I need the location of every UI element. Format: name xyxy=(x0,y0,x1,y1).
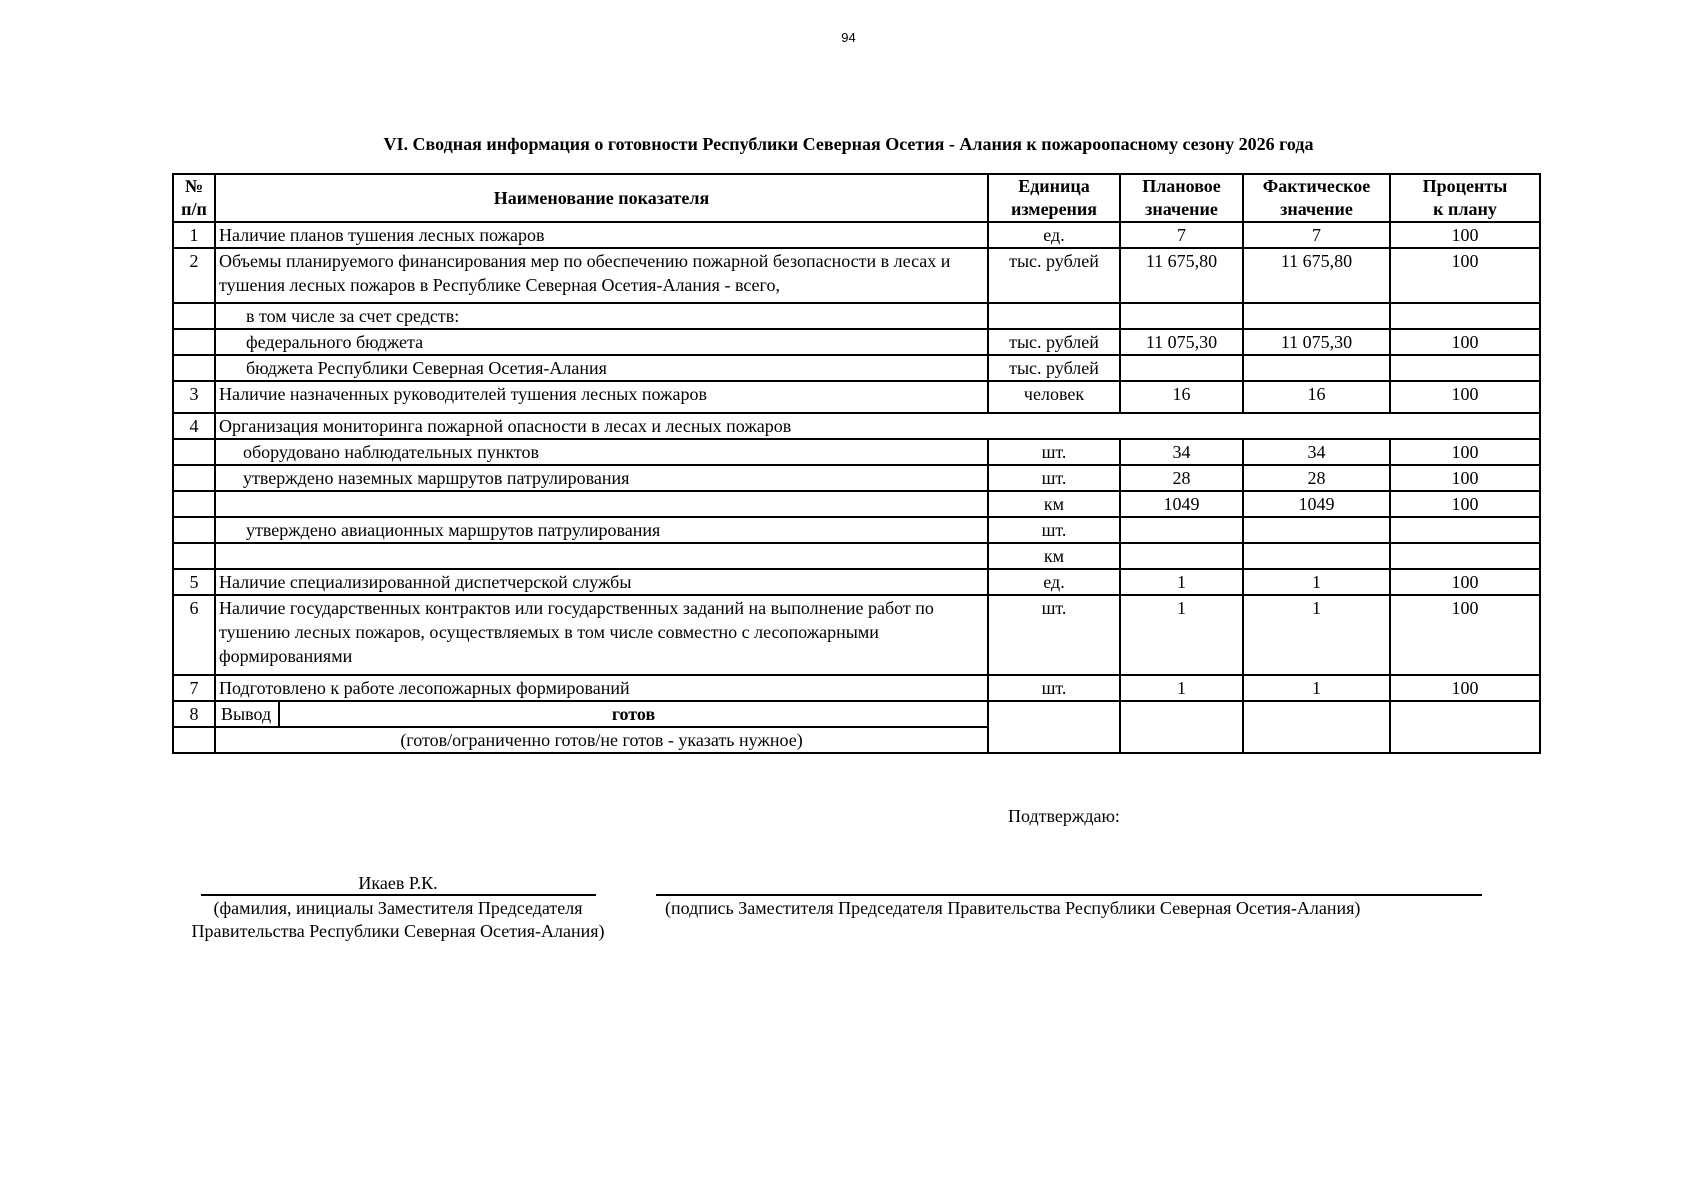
row-num xyxy=(173,491,215,517)
row-name: Организация мониторинга пожарной опасности в лесах и лесных пожаров xyxy=(215,413,1540,439)
table-row xyxy=(173,222,1540,248)
table-row xyxy=(173,491,1540,517)
row-plan: 1 xyxy=(1120,595,1243,675)
conclusion-unit-empty xyxy=(988,701,1120,753)
row-percent xyxy=(1390,355,1540,381)
conclusion-label: Вывод xyxy=(216,702,280,726)
header-plan: Плановое значение xyxy=(1120,174,1243,222)
row-unit: тыс. рублей xyxy=(988,355,1120,381)
row-percent: 100 xyxy=(1390,222,1540,248)
row-num xyxy=(173,355,215,381)
row-percent: 100 xyxy=(1390,675,1540,701)
row-percent: 100 xyxy=(1390,329,1540,355)
conclusion-value: готов xyxy=(611,704,656,724)
row-name: утверждено наземных маршрутов патрулирования xyxy=(215,465,988,491)
row-name: Наличие назначенных руководителей тушения лесных пожаров xyxy=(215,381,988,413)
row-fact: 1049 xyxy=(1243,491,1390,517)
row-plan: 11 675,80 xyxy=(1120,248,1243,303)
row-unit: км xyxy=(988,491,1120,517)
row-name: бюджета Республики Северная Осетия-Алания xyxy=(215,355,988,381)
table-row xyxy=(173,248,1540,303)
table-header-row xyxy=(173,174,1540,222)
conclusion-plan-empty xyxy=(1120,701,1243,753)
row-fact: 11 075,30 xyxy=(1243,329,1390,355)
table-row xyxy=(173,595,1540,675)
row-fact xyxy=(1243,303,1390,329)
row-percent: 100 xyxy=(1390,569,1540,595)
row-unit xyxy=(988,303,1120,329)
table-row xyxy=(173,413,1540,439)
row-plan xyxy=(1120,517,1243,543)
row-fact: 28 xyxy=(1243,465,1390,491)
row-fact: 11 675,80 xyxy=(1243,248,1390,303)
conclusion-percent-empty xyxy=(1390,701,1540,753)
table-row xyxy=(173,465,1540,491)
row-percent: 100 xyxy=(1390,491,1540,517)
table-row xyxy=(173,569,1540,595)
row-num: 7 xyxy=(173,675,215,701)
row-plan: 1 xyxy=(1120,675,1243,701)
signature-caption: (подпись Заместителя Председателя Правительства Республики Северная Осетия-Алания) xyxy=(665,898,1361,918)
row-unit: шт. xyxy=(988,465,1120,491)
row-unit: тыс. рублей xyxy=(988,329,1120,355)
row-name: Наличие специализированной диспетчерской службы xyxy=(215,569,988,595)
row-unit: шт. xyxy=(988,439,1120,465)
row-num xyxy=(173,439,215,465)
row-unit: км xyxy=(988,543,1120,569)
row-plan: 34 xyxy=(1120,439,1243,465)
row-num: 5 xyxy=(173,569,215,595)
row-num xyxy=(173,329,215,355)
row-unit: ед. xyxy=(988,569,1120,595)
conclusion-hint: (готов/ограниченно готов/не готов - указать нужное) xyxy=(215,727,988,753)
row-percent xyxy=(1390,303,1540,329)
table-row xyxy=(173,303,1540,329)
row-num xyxy=(173,465,215,491)
conclusion-fact-empty xyxy=(1243,701,1390,753)
row-plan: 7 xyxy=(1120,222,1243,248)
row-num xyxy=(173,517,215,543)
row-num: 1 xyxy=(173,222,215,248)
row-unit: тыс. рублей xyxy=(988,248,1120,303)
table-row xyxy=(173,675,1540,701)
row-name xyxy=(215,543,988,569)
row-fact: 1 xyxy=(1243,569,1390,595)
row-percent: 100 xyxy=(1390,595,1540,675)
row-unit: шт. xyxy=(988,595,1120,675)
row-name: Объемы планируемого финансирования мер по обеспечению пожарной безопасности в лесах и тушения лесных пожаров в Республике Северная Осетия-Алания - всего, xyxy=(215,248,988,303)
confirm-label: Подтверждаю: xyxy=(1008,806,1120,826)
row-name: Наличие государственных контрактов или государственных заданий на выполнение работ по тушению лесных пожаров, осуществляемых в том числе совместно с лесопожарными формированиями xyxy=(215,595,988,675)
row-percent xyxy=(1390,517,1540,543)
row-percent: 100 xyxy=(1390,465,1540,491)
row-name: в том числе за счет средств: xyxy=(215,303,988,329)
row-num: 3 xyxy=(173,381,215,413)
signatory-name-block xyxy=(183,872,613,943)
document-title: VI. Сводная информация о готовности Республики Северная Осетия - Алания к пожароопасному сезону 2026 года xyxy=(383,134,1314,154)
row-name: Наличие планов тушения лесных пожаров xyxy=(215,222,988,248)
row-num xyxy=(173,303,215,329)
signature-block xyxy=(656,894,1482,920)
conclusion-hint-num xyxy=(173,727,215,753)
row-plan: 28 xyxy=(1120,465,1243,491)
header-percent: Проценты к плану xyxy=(1390,174,1540,222)
table-row xyxy=(173,355,1540,381)
row-name: федерального бюджета xyxy=(215,329,988,355)
row-num: 4 xyxy=(173,413,215,439)
row-name: Подготовлено к работе лесопожарных формирований xyxy=(215,675,988,701)
row-fact: 16 xyxy=(1243,381,1390,413)
row-fact: 7 xyxy=(1243,222,1390,248)
row-percent: 100 xyxy=(1390,248,1540,303)
conclusion-cell xyxy=(215,701,988,727)
page-number: 94 xyxy=(841,30,856,45)
row-name xyxy=(215,491,988,517)
header-unit: Единица измерения xyxy=(988,174,1120,222)
row-percent xyxy=(1390,543,1540,569)
table-row xyxy=(173,543,1540,569)
row-fact: 1 xyxy=(1243,595,1390,675)
row-unit: человек xyxy=(988,381,1120,413)
row-name: оборудовано наблюдательных пунктов xyxy=(215,439,988,465)
header-name: Наименование показателя xyxy=(215,174,988,222)
row-unit: ед. xyxy=(988,222,1120,248)
signatory-name-caption: (фамилия, инициалы Заместителя Председателя Правительства Республики Северная Осетия-Алания) xyxy=(191,898,605,941)
row-fact xyxy=(1243,517,1390,543)
table-row xyxy=(173,381,1540,413)
row-plan: 1049 xyxy=(1120,491,1243,517)
header-fact: Фактическое значение xyxy=(1243,174,1390,222)
row-name: утверждено авиационных маршрутов патрулирования xyxy=(215,517,988,543)
conclusion-num: 8 xyxy=(173,701,215,727)
signatory-name: Икаев Р.К. xyxy=(358,873,438,893)
row-num: 2 xyxy=(173,248,215,303)
table-row xyxy=(173,439,1540,465)
row-percent: 100 xyxy=(1390,439,1540,465)
row-unit: шт. xyxy=(988,517,1120,543)
table-row xyxy=(173,517,1540,543)
row-num xyxy=(173,543,215,569)
row-plan: 11 075,30 xyxy=(1120,329,1243,355)
row-plan: 1 xyxy=(1120,569,1243,595)
row-plan: 16 xyxy=(1120,381,1243,413)
row-fact xyxy=(1243,543,1390,569)
row-fact: 1 xyxy=(1243,675,1390,701)
header-num: № п/п xyxy=(173,174,215,222)
row-plan xyxy=(1120,303,1243,329)
row-plan xyxy=(1120,355,1243,381)
row-unit: шт. xyxy=(988,675,1120,701)
row-fact: 34 xyxy=(1243,439,1390,465)
readiness-table xyxy=(172,173,1541,754)
row-plan xyxy=(1120,543,1243,569)
conclusion-row xyxy=(173,701,1540,727)
row-num: 6 xyxy=(173,595,215,675)
row-fact xyxy=(1243,355,1390,381)
row-percent: 100 xyxy=(1390,381,1540,413)
table-row xyxy=(173,329,1540,355)
